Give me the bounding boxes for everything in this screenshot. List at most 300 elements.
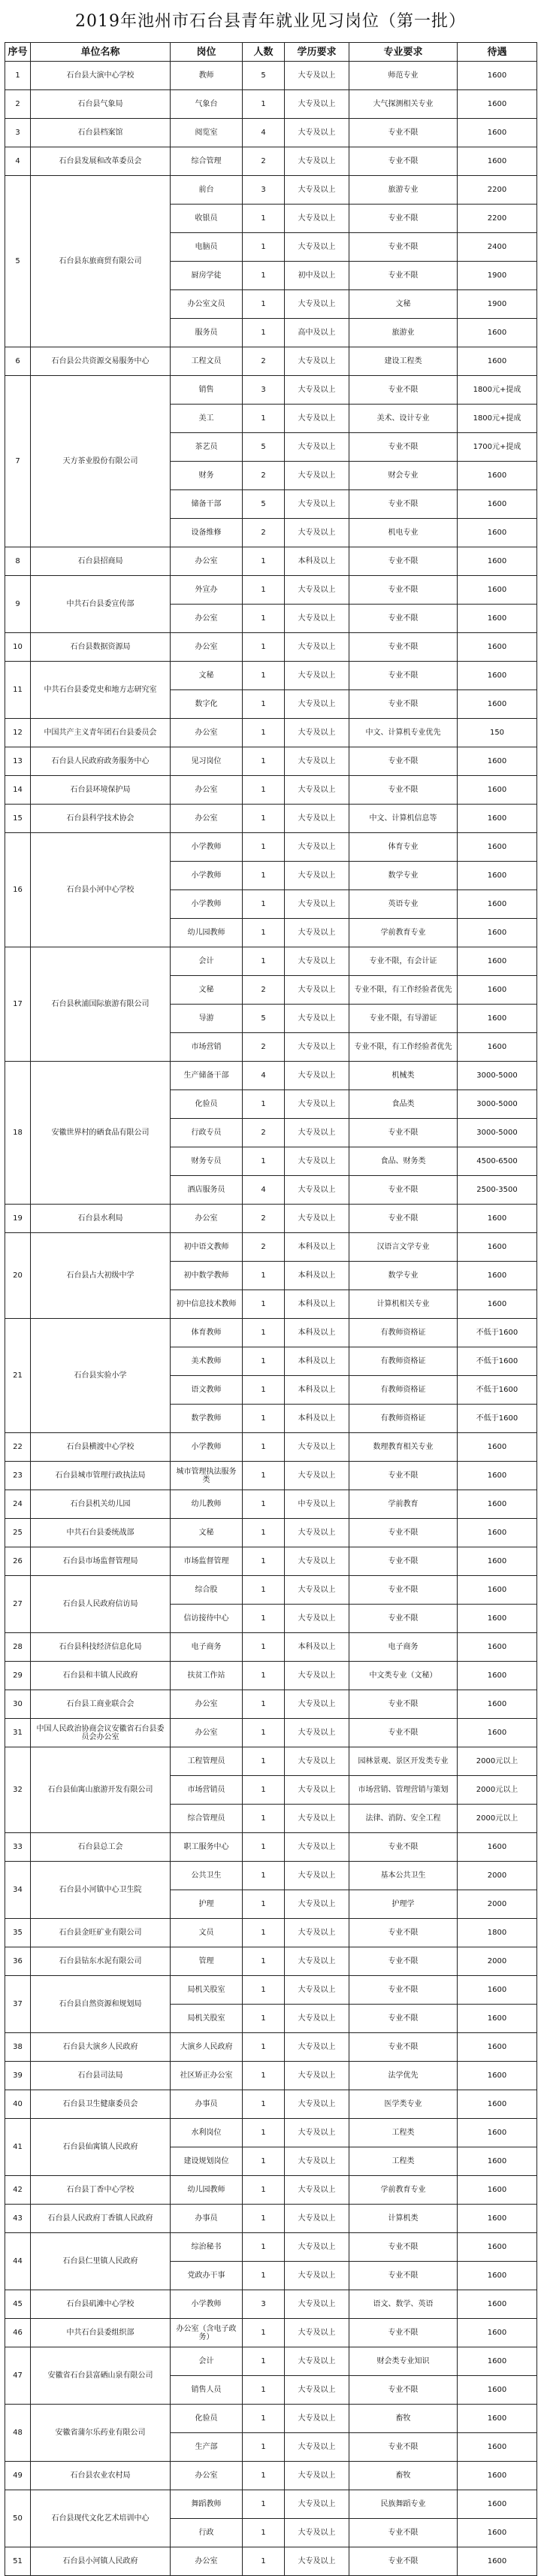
cell-no: 20	[5, 1233, 31, 1319]
cell-unit: 石台县占大初级中学	[31, 1233, 171, 1319]
cell-unit: 石台县工商业联合会	[31, 1690, 171, 1719]
cell-unit: 石台县农业农村局	[31, 2462, 171, 2490]
cell-count: 1	[243, 2433, 285, 2462]
cell-pay: 1600	[458, 1976, 537, 2005]
cell-pay: 1600	[458, 462, 537, 490]
cell-post: 公共卫生	[171, 1862, 243, 1890]
cell-count: 5	[243, 490, 285, 519]
cell-major: 畜牧	[349, 2462, 458, 2490]
cell-post: 市场营销员	[171, 1776, 243, 1805]
cell-post: 大演乡人民政府	[171, 2033, 243, 2062]
cell-edu: 大专及以上	[285, 2290, 349, 2319]
cell-no: 11	[5, 662, 31, 719]
cell-no: 29	[5, 1662, 31, 1690]
table-row	[5, 1547, 537, 1576]
cell-major: 食品、财务类	[349, 1147, 458, 1176]
cell-major: 体育专业	[349, 833, 458, 862]
cell-edu: 大专及以上	[285, 719, 349, 747]
cell-pay: 1600	[458, 1033, 537, 1062]
cell-pay: 1600	[458, 90, 537, 119]
cell-count: 1	[243, 2147, 285, 2176]
cell-count: 1	[243, 1662, 285, 1690]
cell-major: 英语专业	[349, 890, 458, 919]
cell-pay: 1600	[458, 890, 537, 919]
cell-major: 学前教育专业	[349, 2176, 458, 2205]
table-row	[5, 662, 537, 690]
cell-edu: 大专及以上	[285, 1433, 349, 1462]
cell-no: 15	[5, 805, 31, 833]
cell-pay: 1600	[458, 1719, 537, 1747]
cell-count: 1	[243, 1462, 285, 1490]
cell-count: 1	[243, 576, 285, 605]
cell-pay: 1600	[458, 547, 537, 576]
cell-major: 中文、计算机专业优先	[349, 719, 458, 747]
cell-major: 专业不限	[349, 2033, 458, 2062]
cell-major: 数理教育相关专业	[349, 1433, 458, 1462]
cell-post: 小学教师	[171, 2290, 243, 2319]
cell-post: 办公室	[171, 1205, 243, 1233]
cell-pay: 1600	[458, 2005, 537, 2033]
cell-count: 1	[243, 1490, 285, 1519]
cell-major: 市场营销、管理营销与策划	[349, 1776, 458, 1805]
cell-edu: 大专及以上	[285, 662, 349, 690]
cell-count: 1	[243, 1805, 285, 1833]
table-row	[5, 62, 537, 90]
cell-edu: 大专及以上	[285, 2462, 349, 2490]
cell-pay: 1600	[458, 2205, 537, 2233]
cell-edu: 大专及以上	[285, 1833, 349, 1862]
cell-edu: 大专及以上	[285, 347, 349, 376]
cell-pay: 3000-5000	[458, 1119, 537, 1147]
cell-pay: 2000元以上	[458, 1805, 537, 1833]
cell-edu: 大专及以上	[285, 2119, 349, 2147]
cell-no: 19	[5, 1205, 31, 1233]
cell-no: 41	[5, 2119, 31, 2176]
cell-edu: 大专及以上	[285, 605, 349, 633]
cell-post: 初中语文教师	[171, 1233, 243, 1262]
cell-edu: 大专及以上	[285, 433, 349, 462]
cell-unit: 中国共产主义青年团石台县委员会	[31, 719, 171, 747]
cell-pay: 1600	[458, 1262, 537, 1290]
cell-count: 5	[243, 433, 285, 462]
cell-pay: 不低于1600	[458, 1376, 537, 1405]
cell-unit: 石台县气象局	[31, 90, 171, 119]
cell-major: 专业不限	[349, 262, 458, 290]
cell-major: 专业不限	[349, 490, 458, 519]
cell-count: 1	[243, 2347, 285, 2376]
cell-major: 专业不限	[349, 1833, 458, 1862]
cell-count: 1	[243, 1090, 285, 1119]
cell-edu: 大专及以上	[285, 462, 349, 490]
cell-unit: 石台县大演乡人民政府	[31, 2033, 171, 2062]
cell-post: 美工	[171, 405, 243, 433]
cell-pay: 2000	[458, 1862, 537, 1890]
cell-no: 48	[5, 2405, 31, 2462]
cell-major: 数学专业	[349, 862, 458, 890]
cell-count: 1	[243, 662, 285, 690]
table-row	[5, 2347, 537, 2376]
cell-no: 22	[5, 1433, 31, 1462]
cell-major: 专业不限	[349, 2319, 458, 2347]
cell-post: 办公室	[171, 1719, 243, 1747]
cell-edu: 大专及以上	[285, 1519, 349, 1547]
cell-edu: 大专及以上	[285, 1033, 349, 1062]
cell-unit: 石台县小河镇中心卫生院	[31, 1862, 171, 1919]
cell-count: 1	[243, 90, 285, 119]
cell-major: 专业不限	[349, 1605, 458, 1633]
cell-unit: 石台县科学技术协会	[31, 805, 171, 833]
cell-edu: 大专及以上	[285, 1719, 349, 1747]
cell-pay: 1800元+提成	[458, 405, 537, 433]
cell-post: 储备干部	[171, 490, 243, 519]
cell-edu: 大专及以上	[285, 1547, 349, 1576]
cell-count: 1	[243, 805, 285, 833]
cell-major: 专业不限	[349, 1547, 458, 1576]
cell-post: 信访接待中心	[171, 1605, 243, 1633]
cell-major: 专业不限	[349, 376, 458, 405]
cell-post: 设备维修	[171, 519, 243, 547]
table-row	[5, 2176, 537, 2205]
cell-major: 中文、计算机信息等	[349, 805, 458, 833]
cell-major: 专业不限	[349, 1976, 458, 2005]
cell-pay: 1600	[458, 1519, 537, 1547]
cell-post: 水利岗位	[171, 2119, 243, 2147]
cell-edu: 大专及以上	[285, 1205, 349, 1233]
cell-edu: 大专及以上	[285, 1147, 349, 1176]
cell-post: 行政专员	[171, 1119, 243, 1147]
cell-pay: 1600	[458, 2490, 537, 2519]
cell-post: 建设规划岗位	[171, 2147, 243, 2176]
cell-major: 专业不限	[349, 1119, 458, 1147]
cell-pay: 1600	[458, 2319, 537, 2347]
cell-pay: 1600	[458, 1605, 537, 1633]
cell-no: 5	[5, 176, 31, 347]
cell-post: 酒店服务员	[171, 1176, 243, 1205]
cell-edu: 大专及以上	[285, 1947, 349, 1976]
cell-count: 1	[243, 2033, 285, 2062]
cell-major: 旅游业	[349, 319, 458, 347]
cell-post: 化验员	[171, 2405, 243, 2433]
table-row	[5, 2490, 537, 2519]
cell-post: 电脑员	[171, 233, 243, 262]
cell-edu: 大专及以上	[285, 747, 349, 776]
cell-count: 2	[243, 519, 285, 547]
cell-major: 专业不限	[349, 433, 458, 462]
cell-no: 23	[5, 1462, 31, 1490]
cell-no: 37	[5, 1976, 31, 2033]
cell-post: 小学教师	[171, 833, 243, 862]
cell-no: 51	[5, 2547, 31, 2576]
cell-count: 1	[243, 262, 285, 290]
cell-edu: 本科及以上	[285, 547, 349, 576]
cell-post: 综合股	[171, 1576, 243, 1605]
cell-major: 园林景观、景区开发类专业	[349, 1747, 458, 1776]
cell-count: 2	[243, 1119, 285, 1147]
table-row	[5, 2205, 537, 2233]
cell-post: 办公室	[171, 719, 243, 747]
cell-pay: 1600	[458, 2262, 537, 2290]
cell-post: 茶艺员	[171, 433, 243, 462]
cell-pay: 不低于1600	[458, 1319, 537, 1347]
cell-major: 机电专业	[349, 519, 458, 547]
cell-no: 42	[5, 2176, 31, 2205]
cell-pay: 1600	[458, 119, 537, 147]
cell-post: 幼儿园教师	[171, 2176, 243, 2205]
cell-pay: 1900	[458, 262, 537, 290]
cell-no: 43	[5, 2205, 31, 2233]
cell-edu: 本科及以上	[285, 1405, 349, 1433]
cell-unit: 石台县秋浦国际旅游有限公司	[31, 947, 171, 1062]
cell-pay: 2000	[458, 1890, 537, 1919]
table-row	[5, 376, 537, 405]
table-row	[5, 719, 537, 747]
cell-count: 1	[243, 1947, 285, 1976]
cell-edu: 本科及以上	[285, 1347, 349, 1376]
cell-count: 1	[243, 1633, 285, 1662]
cell-pay: 1600	[458, 1833, 537, 1862]
cell-count: 1	[243, 2319, 285, 2347]
cell-post: 外宣办	[171, 576, 243, 605]
cell-major: 专业不限	[349, 2262, 458, 2290]
cell-post: 导游	[171, 1005, 243, 1033]
cell-post: 化验员	[171, 1090, 243, 1119]
cell-count: 1	[243, 1690, 285, 1719]
table-row	[5, 2062, 537, 2090]
cell-post: 厨房学徒	[171, 262, 243, 290]
cell-count: 1	[243, 747, 285, 776]
cell-count: 1	[243, 890, 285, 919]
cell-unit: 石台县公共资源交易服务中心	[31, 347, 171, 376]
cell-post: 幼儿教师	[171, 1490, 243, 1519]
cell-edu: 大专及以上	[285, 1119, 349, 1147]
cell-major: 专业不限	[349, 1519, 458, 1547]
cell-post: 文秘	[171, 1519, 243, 1547]
cell-no: 26	[5, 1547, 31, 1576]
cell-pay: 1600	[458, 2233, 537, 2262]
table-row	[5, 576, 537, 605]
table-row	[5, 1205, 537, 1233]
table-row	[5, 2233, 537, 2262]
cell-post: 管理	[171, 1947, 243, 1976]
header-edu: 学历要求	[285, 43, 349, 62]
cell-unit: 天方茶业股份有限公司	[31, 376, 171, 547]
cell-count: 1	[243, 2547, 285, 2576]
cell-major: 民族舞蹈专业	[349, 2490, 458, 2519]
cell-unit: 石台县环境保护局	[31, 776, 171, 805]
cell-major: 专业不限	[349, 2233, 458, 2262]
cell-count: 1	[243, 2490, 285, 2519]
cell-pay: 1600	[458, 519, 537, 547]
cell-unit: 石台县横渡中心学校	[31, 1433, 171, 1462]
cell-count: 1	[243, 1147, 285, 1176]
cell-edu: 大专及以上	[285, 2005, 349, 2033]
cell-major: 汉语言文学专业	[349, 1233, 458, 1262]
cell-pay: 3000-5000	[458, 1062, 537, 1090]
cell-post: 生产部	[171, 2433, 243, 2462]
cell-count: 1	[243, 2090, 285, 2119]
cell-pay: 2000元以上	[458, 1776, 537, 1805]
cell-count: 1	[243, 319, 285, 347]
cell-unit: 石台县发展和改革委员会	[31, 147, 171, 176]
cell-no: 38	[5, 2033, 31, 2062]
table-row	[5, 547, 537, 576]
table-row	[5, 2033, 537, 2062]
cell-unit: 石台县人民政府政务服务中心	[31, 747, 171, 776]
cell-unit: 中共石台县委统战部	[31, 1519, 171, 1547]
cell-post: 销售	[171, 376, 243, 405]
cell-unit: 石台县水利局	[31, 1205, 171, 1233]
cell-edu: 大专及以上	[285, 2347, 349, 2376]
cell-post: 教师	[171, 62, 243, 90]
cell-count: 1	[243, 633, 285, 662]
cell-pay: 1600	[458, 62, 537, 90]
cell-edu: 大专及以上	[285, 233, 349, 262]
cell-no: 25	[5, 1519, 31, 1547]
cell-pay: 1600	[458, 1576, 537, 1605]
cell-pay: 不低于1600	[458, 1347, 537, 1376]
cell-edu: 大专及以上	[285, 205, 349, 233]
cell-edu: 大专及以上	[285, 2062, 349, 2090]
cell-unit: 石台县钻东水泥有限公司	[31, 1947, 171, 1976]
cell-edu: 本科及以上	[285, 1319, 349, 1347]
cell-no: 45	[5, 2290, 31, 2319]
cell-major: 美术、设计专业	[349, 405, 458, 433]
cell-unit: 石台县机关幼儿园	[31, 1490, 171, 1519]
cell-count: 1	[243, 1290, 285, 1319]
table-row	[5, 1433, 537, 1462]
cell-no: 35	[5, 1919, 31, 1947]
cell-unit: 石台县大演中心学校	[31, 62, 171, 90]
table-row	[5, 2290, 537, 2319]
cell-no: 47	[5, 2347, 31, 2405]
cell-pay: 1600	[458, 1005, 537, 1033]
cell-post: 文秘	[171, 976, 243, 1005]
cell-pay: 1600	[458, 319, 537, 347]
cell-pay: 1600	[458, 2090, 537, 2119]
cell-no: 24	[5, 1490, 31, 1519]
cell-post: 财务专员	[171, 1147, 243, 1176]
cell-pay: 1600	[458, 1547, 537, 1576]
cell-count: 1	[243, 2376, 285, 2405]
cell-pay: 1700元+提成	[458, 433, 537, 462]
cell-no: 17	[5, 947, 31, 1062]
cell-post: 护理	[171, 1890, 243, 1919]
cell-post: 综治秘书	[171, 2233, 243, 2262]
cell-post: 办公室	[171, 1690, 243, 1719]
table-row	[5, 1833, 537, 1862]
cell-count: 2	[243, 976, 285, 1005]
cell-edu: 大专及以上	[285, 147, 349, 176]
cell-major: 数学专业	[349, 1262, 458, 1290]
cell-post: 办公室	[171, 547, 243, 576]
table-row	[5, 1690, 537, 1719]
cell-post: 办公室	[171, 633, 243, 662]
cell-count: 1	[243, 2262, 285, 2290]
cell-count: 5	[243, 1005, 285, 1033]
cell-count: 1	[243, 2519, 285, 2547]
cell-pay: 1600	[458, 2433, 537, 2462]
table-row	[5, 1233, 537, 1262]
cell-major: 建设工程类	[349, 347, 458, 376]
header-post: 岗位	[171, 43, 243, 62]
cell-count: 2	[243, 147, 285, 176]
cell-count: 1	[243, 2205, 285, 2233]
cell-edu: 大专及以上	[285, 119, 349, 147]
cell-post: 收银员	[171, 205, 243, 233]
cell-pay: 1800元+提成	[458, 376, 537, 405]
cell-unit: 石台县小河中心学校	[31, 833, 171, 947]
cell-post: 综合管理员	[171, 1805, 243, 1833]
cell-no: 50	[5, 2490, 31, 2547]
cell-post: 会计	[171, 2347, 243, 2376]
header-no: 序号	[5, 43, 31, 62]
cell-major: 食品类	[349, 1090, 458, 1119]
cell-edu: 大专及以上	[285, 1976, 349, 2005]
cell-major: 医学类专业	[349, 2090, 458, 2119]
cell-no: 1	[5, 62, 31, 90]
cell-count: 1	[243, 2233, 285, 2262]
cell-post: 办公室	[171, 2462, 243, 2490]
cell-count: 1	[243, 690, 285, 719]
cell-count: 1	[243, 1547, 285, 1576]
table-body	[5, 62, 537, 2576]
cell-post: 扶贫工作站	[171, 1662, 243, 1690]
cell-count: 4	[243, 1062, 285, 1090]
cell-count: 2	[243, 347, 285, 376]
table-row	[5, 805, 537, 833]
table-row	[5, 176, 537, 205]
cell-no: 39	[5, 2062, 31, 2090]
table-row	[5, 1947, 537, 1976]
cell-major: 机械类	[349, 1062, 458, 1090]
cell-unit: 安徽省蒲尔乐药业有限公司	[31, 2405, 171, 2462]
cell-pay: 1600	[458, 1490, 537, 1519]
table-row	[5, 2319, 537, 2347]
cell-post: 办公室（含电子政务）	[171, 2319, 243, 2347]
cell-major: 专业不限	[349, 1690, 458, 1719]
cell-major: 专业不限	[349, 633, 458, 662]
cell-edu: 大专及以上	[285, 1576, 349, 1605]
cell-no: 46	[5, 2319, 31, 2347]
cell-no: 16	[5, 833, 31, 947]
cell-pay: 2200	[458, 205, 537, 233]
cell-pay: 2500-3500	[458, 1176, 537, 1205]
cell-post: 办公室	[171, 2547, 243, 2576]
cell-post: 小学教师	[171, 890, 243, 919]
cell-major: 计算机相关专业	[349, 1290, 458, 1319]
cell-edu: 本科及以上	[285, 1290, 349, 1319]
cell-no: 32	[5, 1747, 31, 1833]
cell-no: 31	[5, 1719, 31, 1747]
cell-unit: 石台县总工会	[31, 1833, 171, 1862]
cell-no: 44	[5, 2233, 31, 2290]
cell-major: 工程类	[349, 2119, 458, 2147]
cell-edu: 大专及以上	[285, 1805, 349, 1833]
cell-pay: 1600	[458, 805, 537, 833]
cell-edu: 大专及以上	[285, 2176, 349, 2205]
cell-edu: 本科及以上	[285, 1633, 349, 1662]
table-row	[5, 1662, 537, 1690]
cell-pay: 1600	[458, 862, 537, 890]
cell-pay: 1600	[458, 1290, 537, 1319]
cell-count: 1	[243, 1319, 285, 1347]
cell-count: 1	[243, 405, 285, 433]
cell-pay: 1600	[458, 1433, 537, 1462]
cell-major: 法学优先	[349, 2062, 458, 2090]
cell-post: 局机关股室	[171, 1976, 243, 2005]
cell-count: 1	[243, 2405, 285, 2433]
cell-no: 34	[5, 1862, 31, 1919]
